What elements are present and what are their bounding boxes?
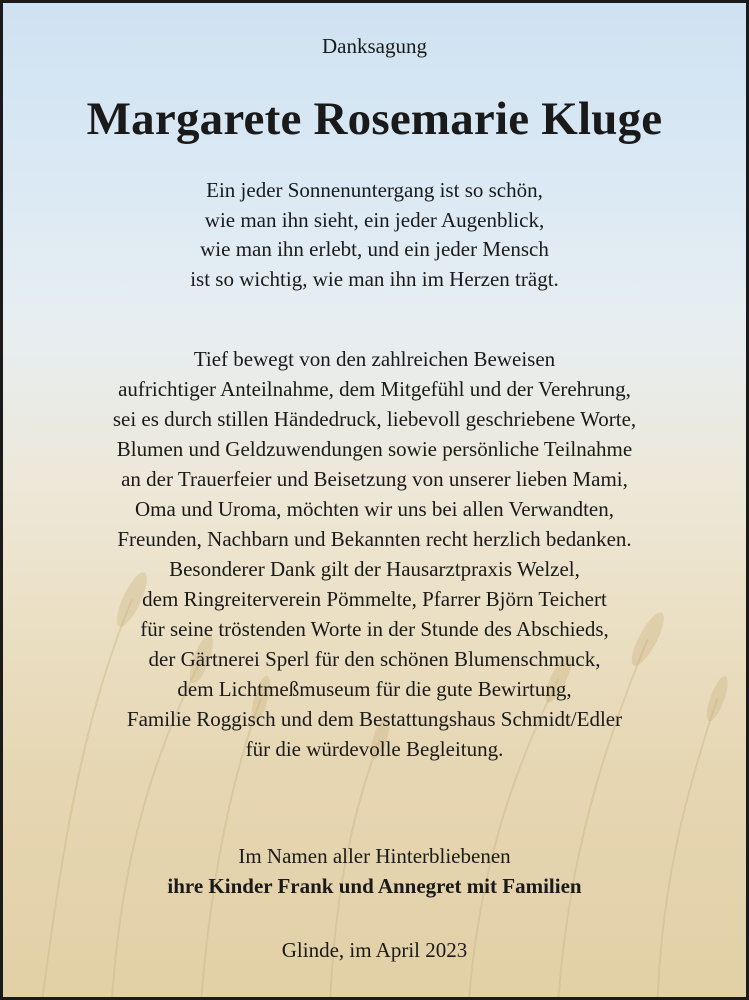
thanks-line: an der Trauerfeier und Beisetzung von unserer lieben Mami, (121, 467, 628, 491)
verse-line: wie man ihn sieht, ein jeder Augenblick, (204, 207, 545, 232)
signature-block (3, 841, 746, 901)
thanks-line: Besonderer Dank gilt der Hausarztpraxis Welzel, (169, 557, 580, 581)
thanks-line: Oma und Uroma, möchten wir uns bei allen Verwandten, (135, 497, 614, 521)
thanks-line: für die würdevolle Begleitung. (245, 737, 504, 761)
thanks-line: Freunden, Nachbarn und Bekannten recht herzlich bedanken. (117, 527, 632, 551)
thanks-line: dem Lichtmeßmuseum für die gute Bewirtung, (177, 677, 572, 701)
thanks-line: für seine tröstenden Worte in der Stunde des Abschieds, (140, 617, 609, 641)
verse-line: wie man ihn erlebt, und ein jeder Mensch (200, 237, 549, 261)
verse-block (3, 176, 746, 294)
thanks-line: der Gärtnerei Sperl für den schönen Blumenschmuck, (148, 647, 601, 671)
deceased-name: Margarete Rosemarie Kluge (86, 93, 663, 145)
notice-heading: Danksagung (322, 34, 427, 58)
thanks-line: Blumen und Geldzuwendungen sowie persönliche Teilnahme (116, 437, 633, 461)
verse-line: ist so wichtig, wie man ihn im Herzen trägt. (190, 266, 559, 291)
thanks-text (3, 344, 746, 764)
thanks-line: aufrichtiger Anteilnahme, dem Mitgefühl und der Verehrung, (118, 377, 631, 401)
thanks-line: Familie Roggisch und dem Bestattungshaus Schmidt/Edler (126, 707, 623, 731)
verse-line: Ein jeder Sonnenuntergang ist so schön, (206, 178, 543, 202)
thanks-line: dem Ringreiterverein Pömmelte, Pfarrer Björn Teichert (142, 587, 607, 611)
signature-intro: Im Namen aller Hinterbliebenen (238, 844, 511, 868)
place-date: Glinde, im April 2023 (281, 938, 468, 962)
signature-names: ihre Kinder Frank und Annegret mit Familien (167, 874, 582, 898)
thanks-line: sei es durch stillen Händedruck, liebevoll geschriebene Worte, (112, 407, 637, 431)
notice-content (3, 3, 746, 997)
thanks-line: Tief bewegt von den zahlreichen Beweisen (193, 347, 556, 371)
